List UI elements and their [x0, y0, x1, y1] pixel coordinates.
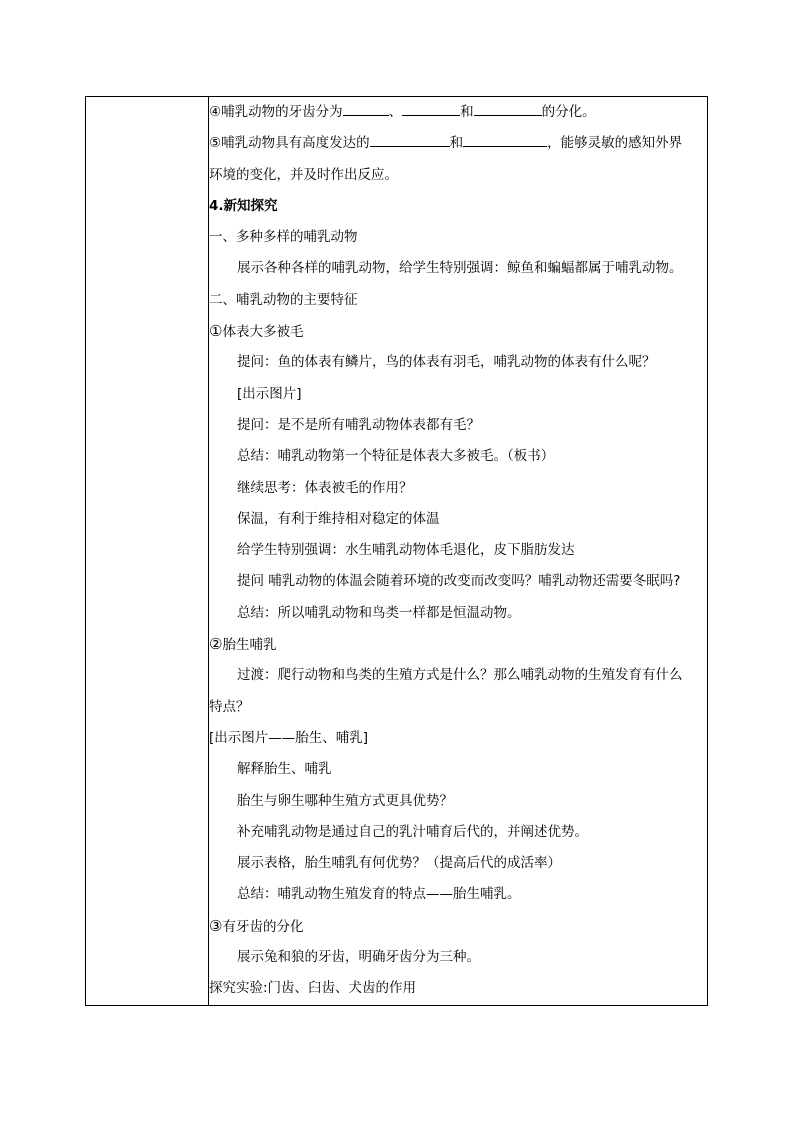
part-1-heading: 一、多种多样的哺乳动物	[209, 229, 358, 246]
feature-1-line: 保温，有利于维持相对稳定的体温	[237, 510, 440, 527]
feature-2-show-image: [出示图片——胎生、哺乳]	[209, 729, 369, 746]
feature-2-line: 解释胎生、哺乳	[237, 761, 332, 778]
feature-1-line: 总结：哺乳动物第一个特征是体表大多被毛。（板书）	[237, 448, 555, 465]
section-4-title: 4.新知探究	[209, 197, 278, 214]
feature-2-transition: 过渡：爬行动物和鸟类的生殖方式是什么？那么哺乳动物的生殖发育有什么	[237, 667, 683, 684]
blank-5	[463, 132, 547, 147]
lesson-table	[85, 96, 708, 1006]
feature-1-line: 提问：是不是所有哺乳动物体表都有毛？	[237, 416, 480, 433]
feature-1-heading: ①体表大多被毛	[209, 322, 304, 341]
feature-3-line: 展示兔和狼的牙齿，明确牙齿分为三种。	[237, 949, 480, 966]
blank-4	[370, 132, 450, 147]
left-column-cell	[86, 97, 209, 1006]
feature-2-transition-continued: 特点？	[209, 698, 250, 715]
feature-1-line: 给学生特别强调：水生哺乳动物体毛退化，皮下脂肪发达	[237, 542, 575, 559]
feature-1-line: 提问：鱼的体表有鳞片，鸟的体表有羽毛，哺乳动物的体表有什么呢？	[237, 354, 656, 371]
blank-1	[343, 101, 389, 116]
question-5: ⑤哺乳动物具有高度发达的 和 ，能够灵敏的感知外界	[209, 128, 707, 159]
feature-2-line: 胎生与卵生哪种生殖方式更具优势？	[237, 792, 453, 809]
feature-2-line: 展示表格，胎生哺乳有何优势？（提高后代的成活率）	[237, 855, 561, 872]
feature-3-heading: ③有牙齿的分化	[209, 916, 304, 935]
question-5-continued: 环境的变化，并及时作出反应。	[209, 166, 398, 183]
part-1-text: 展示各种各样的哺乳动物，给学生特别强调：鲸鱼和蝙蝠都属于哺乳动物。	[237, 260, 683, 277]
part-2-heading: 二、哺乳动物的主要特征	[209, 291, 358, 308]
feature-1-line: 继续思考：体表被毛的作用？	[237, 479, 413, 496]
feature-1-line: 提问 哺乳动物的体温会随着环境的改变而改变吗？哺乳动物还需要冬眠吗?	[237, 573, 681, 590]
feature-1-line: [出示图片]	[237, 385, 302, 402]
feature-2-line: 总结：哺乳动物生殖发育的特点——胎生哺乳。	[237, 886, 521, 903]
question-4: ④哺乳动物的牙齿分为 、 和 的分化。	[209, 97, 707, 128]
feature-1-line: 总结：所以哺乳动物和鸟类一样都是恒温动物。	[237, 604, 521, 621]
feature-2-line: 补充哺乳动物是通过自己的乳汁哺育后代的，并阐述优势。	[237, 823, 588, 840]
blank-2	[402, 101, 460, 116]
content-cell	[209, 97, 708, 1006]
blank-3	[474, 101, 542, 116]
feature-3-experiment: 探究实验:门齿、臼齿、犬齿的作用	[209, 980, 417, 997]
feature-2-heading: ②胎生哺乳	[209, 635, 277, 654]
